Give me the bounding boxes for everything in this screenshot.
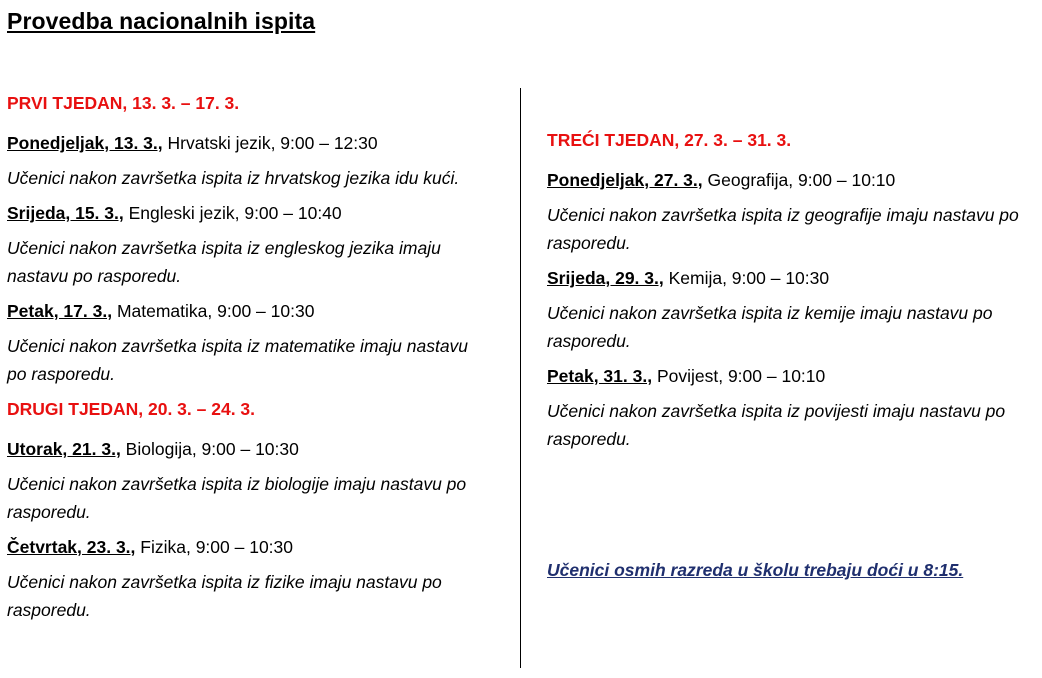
left-column	[7, 92, 487, 634]
exam-details: Povijest, 9:00 – 10:10	[652, 366, 826, 386]
exam-entry	[547, 267, 1027, 289]
week-heading-2: DRUGI TJEDAN, 20. 3. – 24. 3.	[7, 399, 256, 419]
exam-note: Učenici nakon završetka ispita iz matematike imaju nastavu po rasporedu.	[7, 336, 469, 384]
exam-note: Učenici nakon završetka ispita iz geografije imaju nastavu po rasporedu.	[547, 205, 1019, 253]
exam-day: Srijeda, 29. 3.,	[547, 268, 664, 288]
exam-details: Fizika, 9:00 – 10:30	[135, 537, 294, 557]
exam-details: Hrvatski jezik, 9:00 – 12:30	[162, 133, 378, 153]
exam-entry	[7, 438, 487, 460]
exam-note: Učenici nakon završetka ispita iz engleskog jezika imaju nastavu po rasporedu.	[7, 238, 441, 286]
exam-day: Četvrtak, 23. 3.,	[7, 537, 136, 557]
right-column	[547, 129, 1027, 463]
exam-entry	[547, 169, 1027, 191]
exam-entry	[547, 365, 1027, 387]
week-heading-1: PRVI TJEDAN, 13. 3. – 17. 3.	[7, 93, 240, 113]
exam-note: Učenici nakon završetka ispita iz biologije imaju nastavu po rasporedu.	[7, 474, 467, 522]
exam-note: Učenici nakon završetka ispita iz hrvatskog jezika idu kući.	[7, 168, 460, 188]
arrival-time-note: Učenici osmih razreda u školu trebaju doći u 8:15.	[547, 560, 964, 580]
exam-details: Engleski jezik, 9:00 – 10:40	[123, 203, 342, 223]
week-heading-3: TREĆI TJEDAN, 27. 3. – 31. 3.	[547, 130, 792, 150]
exam-details: Matematika, 9:00 – 10:30	[112, 301, 315, 321]
exam-details: Biologija, 9:00 – 10:30	[120, 439, 299, 459]
exam-details: Geografija, 9:00 – 10:10	[702, 170, 896, 190]
exam-day: Srijeda, 15. 3.,	[7, 203, 124, 223]
exam-day: Ponedjeljak, 27. 3.,	[547, 170, 703, 190]
exam-note: Učenici nakon završetka ispita iz kemije imaju nastavu po rasporedu.	[547, 303, 993, 351]
exam-entry	[7, 132, 487, 154]
exam-day: Ponedjeljak, 13. 3.,	[7, 133, 163, 153]
exam-entry	[7, 536, 487, 558]
exam-note: Učenici nakon završetka ispita iz povijesti imaju nastavu po rasporedu.	[547, 401, 1006, 449]
column-divider	[520, 88, 521, 668]
exam-note: Učenici nakon završetka ispita iz fizike imaju nastavu po rasporedu.	[7, 572, 442, 620]
page-title: Provedba nacionalnih ispita	[7, 8, 316, 34]
exam-day: Petak, 31. 3.,	[547, 366, 653, 386]
exam-details: Kemija, 9:00 – 10:30	[663, 268, 830, 288]
exam-entry	[7, 300, 487, 322]
exam-day: Petak, 17. 3.,	[7, 301, 113, 321]
exam-entry	[7, 202, 487, 224]
exam-day: Utorak, 21. 3.,	[7, 439, 121, 459]
